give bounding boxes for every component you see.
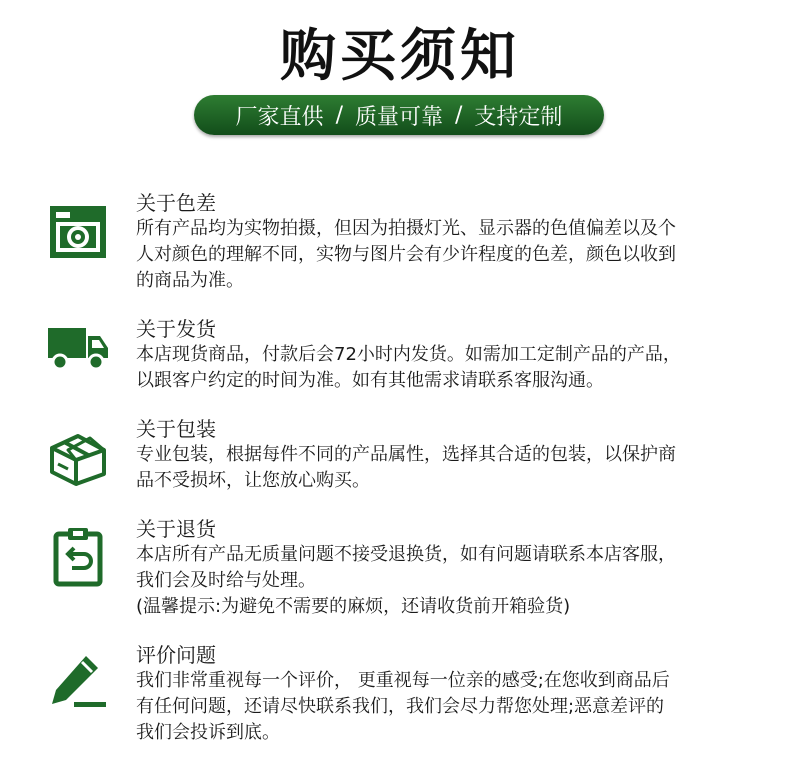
section-line: 专业包装，根据每件不同的产品属性，选择其合适的包装，以保护商 (136, 444, 676, 465)
section-line: 所有产品均为实物拍摄，但因为拍摄灯光、显示器的色值偏差以及个 (136, 218, 676, 239)
page-title: 购买须知 (280, 24, 520, 89)
section-line: 有任何问题，还请尽快联系我们，我们会尽力帮您处理;恶意差评的 (136, 696, 665, 717)
section-heading: 关于发货 (136, 317, 216, 341)
section-heading: 评价问题 (136, 643, 216, 667)
pen-icon (46, 650, 110, 714)
truck-icon (46, 316, 110, 380)
section-line: 我们会及时给与处理。 (136, 570, 316, 591)
section-line: 人对颜色的理解不同，实物与图片会有少许程度的色差，颜色以收到 (136, 244, 676, 265)
camera-icon (46, 200, 110, 264)
feature-banner (194, 95, 604, 135)
package-icon (46, 424, 110, 488)
section-note: (温馨提示:为避免不需要的麻烦，还请收货前开箱验货) (136, 596, 571, 617)
section-line: 我们非常重视每一个评价， 更重视每一位亲的感受;在您收到商品后 (136, 670, 670, 691)
banner-item-factory: 厂家直供 (235, 104, 324, 130)
section-line: 本店现货商品，付款后会72小时内发货。如需加工定制产品的产品， (136, 344, 681, 365)
banner-item-quality: 质量可靠 (354, 104, 443, 130)
section-line: 品不受损坏，让您放心购买。 (136, 470, 370, 491)
section-heading: 关于退货 (136, 517, 216, 541)
banner-separator: / (455, 102, 463, 128)
section-line: 的商品为准。 (136, 270, 244, 291)
banner-item-custom: 支持定制 (474, 104, 563, 130)
banner-separator: / (335, 102, 343, 128)
section-heading: 关于包装 (136, 417, 216, 441)
section-line: 以跟客户约定的时间为准。如有其他需求请联系客服沟通。 (136, 370, 604, 391)
section-line: 我们会投诉到底。 (136, 722, 280, 743)
section-line: 本店所有产品无质量问题不接受退换货，如有问题请联系本店客服， (136, 544, 676, 565)
return-clipboard-icon (46, 524, 110, 588)
section-heading: 关于色差 (136, 191, 216, 215)
